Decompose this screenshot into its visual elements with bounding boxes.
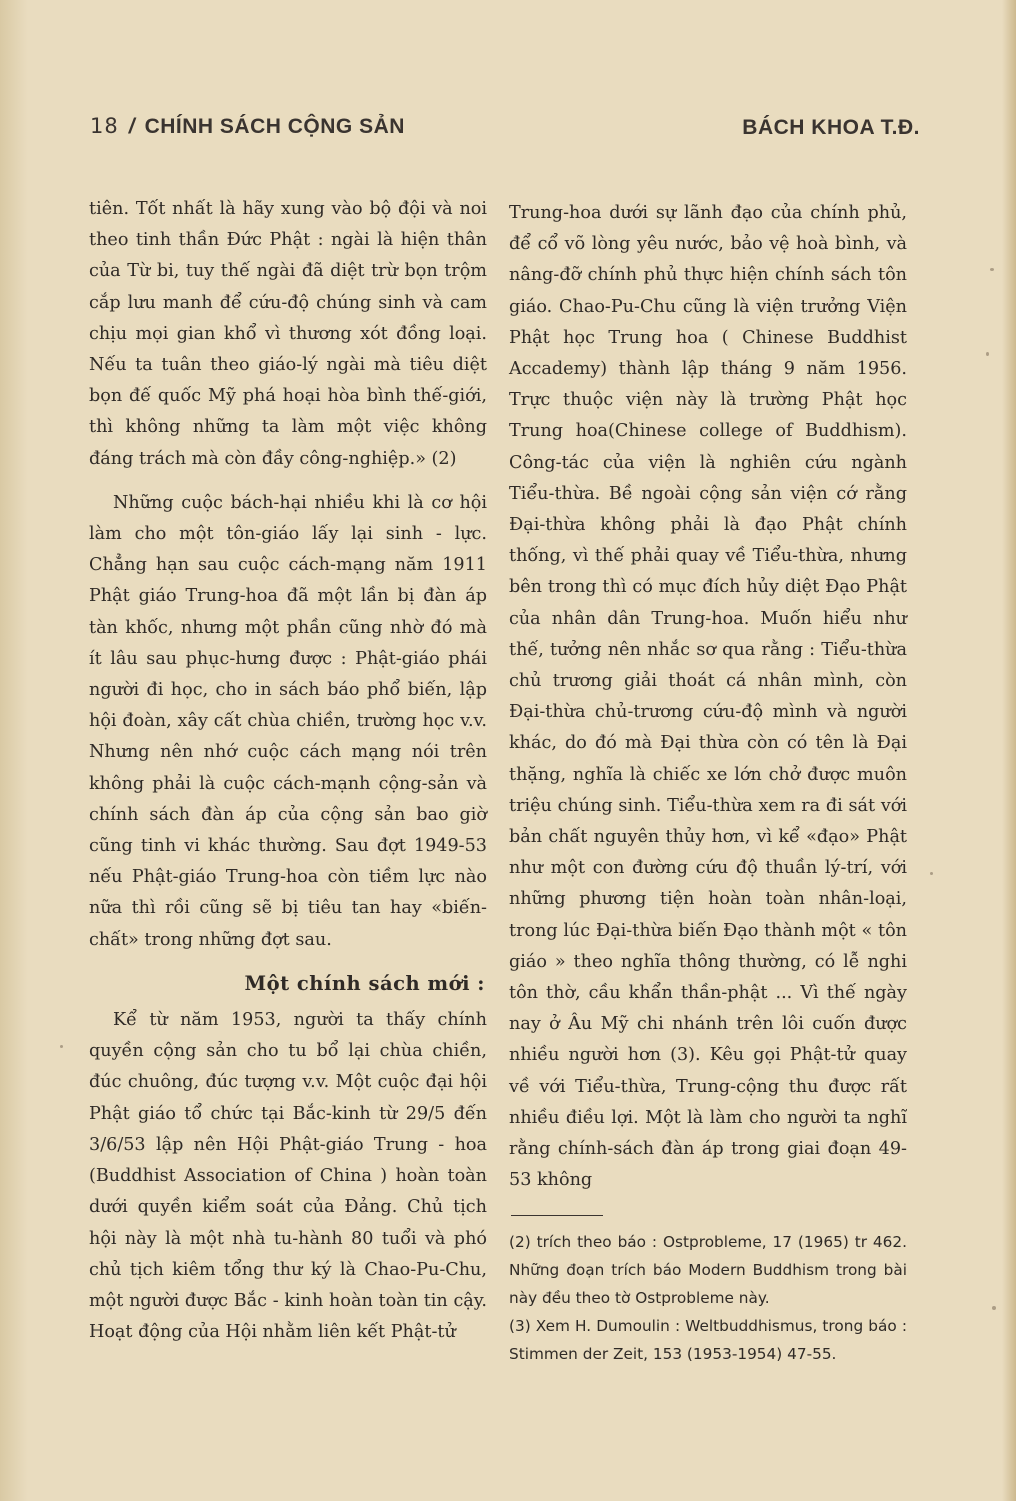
section-title: CHÍNH SÁCH CỘNG SẢN bbox=[144, 115, 405, 138]
paragraph-hinayana: Trung-hoa dưới sự lãnh đạo của chính phủ, để cổ võ lòng yêu nước, bảo vệ hoà bình, và nâng-đỡ chính phủ thực hiện chính sách tôn giáo. Chao-Pu-Chu cũng là viện trưởng Viện Phật học Trung hoa ( Chinese Buddhist Accademy) thành lập tháng 9 năm 1956. Trực thuộc viện này là trường Phật học Trung hoa(Chinese college of Buddhism). Công-tác của viện là nghiên cứu ngành Tiểu-thừa. Bề ngoài cộng sản viện cớ rằng Đại-thừa không phải là đạo Phật chính thống, vì thế phải quay về Tiểu-thừa, nhưng bên trong thì có mục đích hủy diệt Đạo Phật của nhân dân Trung-hoa. Muốn hiểu như thế, tưởng nên nhắc sơ qua rằng : Tiểu-thừa chủ trương giải thoát cá nhân mình, còn Đại-thừa chủ-trương cứu-độ mình và người khác, do đó mà Đại thừa còn có tên là Đại thặng, nghĩa là chiếc xe lớn chở được muôn triệu chúng sinh. Tiểu-thừa xem ra đi sát với bản chất nguyên thủy hơn, vì kể «đạo» Phật như một con đường cứu độ thuần lý-trí, với những phương tiện hoàn toàn nhân-loại, trong lúc Đại-thừa biến Đạo thành một « tôn giáo » theo nghĩa thông thường, có lễ nghi tôn thờ, cầu khẩn thần-phật ... Vì thế ngày nay ở Âu Mỹ chi nhánh trên lôi cuốn được nhiều người hơn (3). Kêu gọi Phật-tử quay về với Tiểu-thừa, Trung-cộng thu được rất nhiều điều lợi. Một là làm cho người ta nghĩ rằng chính-sách đàn áp trong giai đoạn 49-53 không bbox=[509, 203, 907, 1191]
running-header bbox=[90, 114, 920, 150]
paragraph-quote-end: tiên. Tốt nhất là hãy xung vào bộ đội và noi theo tinh thần Đức Phật : ngài là hiện thân của Từ bi, tuy thế ngài đã diệt trừ bọn trộm cắp lưu manh để cứu-độ chúng sinh và cam chịu mọi gian khổ vì thương xót đồng loại. Nếu ta tuân theo giáo-lý ngài mà tiêu diệt bọn đế quốc Mỹ phá hoại hòa bình thế-giới, thì không những ta làm một việc không đáng trách mà còn đầy công-nghiệp.» (2) bbox=[89, 199, 487, 469]
publication-name: BÁCH KHOA T.Đ. bbox=[742, 116, 920, 139]
paragraph-persecution: Những cuộc bách-hại nhiều khi là cơ hội làm cho một tôn-giáo lấy lại sinh - lực. Chẳng hạn sau cuộc cách-mạng năm 1911 Phật giáo Trung-hoa đã một lần bị đàn áp tàn khốc, nhưng một phần cũng nhờ đó mà ít lâu sau phục-hưng được : Phật-giáo phái người đi học, cho in sách báo phổ biến, lập hội đoàn, xây cất chùa chiền, trường học v.v. Nhưng nên nhớ cuộc cách mạng nói trên không phải là cuộc cách-mạnh cộng-sản và chính sách đàn áp của cộng sản bao giờ cũng tinh vi khác thường. Sau đợt 1949-53 nếu Phật-giáo Trung-hoa còn tiềm lực nào nữa thì rồi cũng sẽ bị tiêu tan hay «biến-chất» trong những đợt sau. bbox=[89, 492, 487, 950]
paper-speck bbox=[990, 268, 994, 271]
header-left bbox=[90, 114, 405, 139]
header-slash: / bbox=[128, 115, 135, 138]
page-edge-shadow-left bbox=[0, 0, 28, 1501]
footnote-divider bbox=[511, 1215, 603, 1216]
paper-speck bbox=[930, 872, 933, 875]
page-edge-shadow-right bbox=[1002, 0, 1016, 1501]
footnote-3: (3) Xem H. Dumoulin : Weltbuddhismus, trong báo : Stimmen der Zeit, 153 (1953-1954) 47-55. bbox=[509, 1316, 907, 1363]
page-number: 18 bbox=[90, 114, 119, 138]
paper-speck bbox=[986, 352, 989, 356]
paragraph-new-policy: Kể từ năm 1953, người ta thấy chính quyền cộng sản cho tu bổ lại chùa chiền, đúc chuông, đúc tượng v.v. Một cuộc đại hội Phật giáo tổ chức tại Bắc-kinh từ 29/5 đến 3/6/53 lập nên Hội Phật-giáo Trung - hoa (Buddhist Association of China ) hoàn toàn dưới quyền kiểm soát của Đảng. Chủ tịch hội này là một nhà tu-hành 80 tuổi và phó chủ tịch kiêm tổng thư ký là Chao-Pu-Chu, một người được Bắc - kinh hoàn toàn tin cậy. Hoạt động của Hội nhằm liên kết Phật-tử bbox=[89, 1010, 487, 1343]
section-heading: Một chính sách mới : bbox=[244, 971, 485, 995]
footnote-2: (2) trích theo báo : Ostprobleme, 17 (1965) tr 462. Những đoạn trích báo Modern Buddhism trong bài này đều theo tờ Ostprobleme này. bbox=[509, 1232, 907, 1307]
right-column bbox=[509, 198, 907, 1368]
left-column bbox=[89, 194, 487, 1348]
paper-speck bbox=[992, 1306, 996, 1310]
paper-speck bbox=[60, 1045, 63, 1048]
